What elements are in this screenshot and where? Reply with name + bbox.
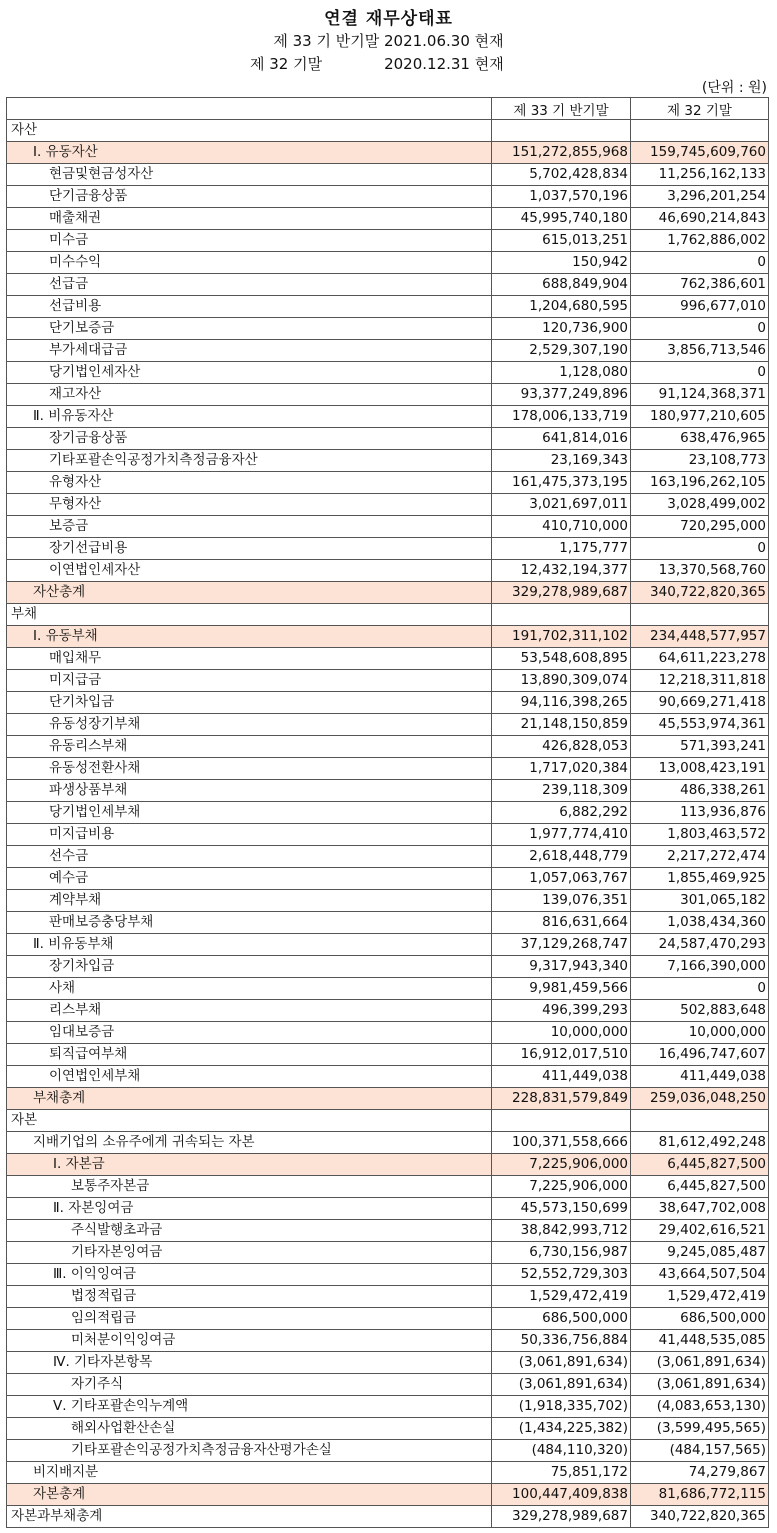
row-label: 자본 [7,1110,492,1132]
table-row [7,1440,769,1462]
prior-period-value: 259,036,048,250 [631,1088,769,1110]
row-label: Ⅰ. 유동부채 [7,626,492,648]
row-label: 부채 [7,604,492,626]
row-label: 자산총계 [7,582,492,604]
table-row [7,1066,769,1088]
current-period-value [492,1110,631,1132]
header-current-period: 제 33 기 반기말 [492,98,631,120]
row-label: 임의적립금 [7,1308,492,1330]
prior-period-date: 2020.12.31 현재 [384,55,504,73]
prior-period-value: 91,124,368,371 [631,384,769,406]
prior-period-value: 159,745,609,760 [631,142,769,164]
current-period-value: 191,702,311,102 [492,626,631,648]
current-period-value: 151,272,855,968 [492,142,631,164]
row-label: 이연법인세자산 [7,560,492,582]
prior-period-value: 29,402,616,521 [631,1220,769,1242]
current-period-value: 93,377,249,896 [492,384,631,406]
row-label: 기타자본잉여금 [7,1242,492,1264]
current-period-value: 3,021,697,011 [492,494,631,516]
prior-period-value: 16,496,747,607 [631,1044,769,1066]
prior-period-value: 23,108,773 [631,450,769,472]
current-period-value: 1,977,774,410 [492,824,631,846]
current-period-value: (3,061,891,634) [492,1352,631,1374]
prior-period-value: (3,599,495,565) [631,1418,769,1440]
row-label: Ⅰ. 유동자산 [7,142,492,164]
prior-period-value: 11,256,162,133 [631,164,769,186]
prior-period-value: 571,393,241 [631,736,769,758]
row-label: Ⅱ. 비유동부채 [7,934,492,956]
table-row [7,736,769,758]
current-period-value: 37,129,268,747 [492,934,631,956]
row-label: 당기법인세부채 [7,802,492,824]
current-period-value: 5,702,428,834 [492,164,631,186]
prior-period-value: 1,803,463,572 [631,824,769,846]
row-label: 선급비용 [7,296,492,318]
row-label: 유동성장기부채 [7,714,492,736]
table-row [7,428,769,450]
prior-period-value: 486,338,261 [631,780,769,802]
prior-period-value: 64,611,223,278 [631,648,769,670]
current-period-value: 641,814,016 [492,428,631,450]
prior-period-value: 13,008,423,191 [631,758,769,780]
prior-period-value [631,604,769,626]
table-row [7,516,769,538]
row-label: 비지배지분 [7,1462,492,1484]
row-label: 기타포괄손익공정가치측정금융자산 [7,450,492,472]
current-period-value: 1,529,472,419 [492,1286,631,1308]
current-period-value: 9,317,943,340 [492,956,631,978]
row-label: 자본과부채총계 [7,1506,492,1528]
current-period-value: 686,500,000 [492,1308,631,1330]
table-row [7,758,769,780]
row-label: 무형자산 [7,494,492,516]
prior-period-value: 74,279,867 [631,1462,769,1484]
table-row [7,538,769,560]
current-period-value: 7,225,906,000 [492,1154,631,1176]
row-label: 임대보증금 [7,1022,492,1044]
row-label: Ⅰ. 자본금 [7,1154,492,1176]
row-label: 장기금융상품 [7,428,492,450]
prior-period-value: 502,883,648 [631,1000,769,1022]
table-row [7,824,769,846]
prior-period-value: 6,445,827,500 [631,1176,769,1198]
table-row [7,1462,769,1484]
table-row [7,406,769,428]
current-period-value: 38,842,993,712 [492,1220,631,1242]
current-period-value [492,120,631,142]
prior-period-value: 3,296,201,254 [631,186,769,208]
prior-period-value: 720,295,000 [631,516,769,538]
row-label: Ⅱ. 자본잉여금 [7,1198,492,1220]
row-label: 계약부채 [7,890,492,912]
table-row [7,208,769,230]
table-row [7,978,769,1000]
row-label: 미처분이익잉여금 [7,1330,492,1352]
table-row [7,142,769,164]
table-row [7,934,769,956]
table-row [7,1506,769,1528]
prior-period-value: 996,677,010 [631,296,769,318]
current-period-value: 100,371,558,666 [492,1132,631,1154]
table-body [7,120,769,1528]
row-label: 자산 [7,120,492,142]
table-row [7,956,769,978]
table-row [7,186,769,208]
current-period-value: 53,548,608,895 [492,648,631,670]
table-row [7,648,769,670]
table-row [7,1374,769,1396]
row-label: 매입채무 [7,648,492,670]
table-row [7,1154,769,1176]
prior-period-value: 301,065,182 [631,890,769,912]
table-row [7,780,769,802]
table-row [7,318,769,340]
row-label: 미지급비용 [7,824,492,846]
table-row [7,1308,769,1330]
table-row [7,582,769,604]
row-label: Ⅳ. 기타자본항목 [7,1352,492,1374]
row-label: 선급금 [7,274,492,296]
prior-period-value: 1,855,469,925 [631,868,769,890]
balance-sheet-table [6,97,769,1528]
row-label: 선수금 [7,846,492,868]
row-label: 판매보증충당부채 [7,912,492,934]
prior-period-label: 제 32 기말 [250,55,323,73]
prior-period-value: 7,166,390,000 [631,956,769,978]
table-row [7,626,769,648]
current-period-value: 1,037,570,196 [492,186,631,208]
table-row [7,560,769,582]
table-row [7,1198,769,1220]
table-row [7,384,769,406]
prior-period-line [250,53,504,74]
table-row [7,362,769,384]
row-label: 부가세대급금 [7,340,492,362]
table-row [7,1242,769,1264]
current-period-value: 6,730,156,987 [492,1242,631,1264]
table-row [7,340,769,362]
prior-period-value: 9,245,085,487 [631,1242,769,1264]
row-label: 미수수익 [7,252,492,274]
table-row [7,1022,769,1044]
header-label-column [7,98,492,120]
prior-period-value: 163,196,262,105 [631,472,769,494]
row-label: 이연법인세부채 [7,1066,492,1088]
prior-period-value [631,120,769,142]
prior-period-value: 1,038,434,360 [631,912,769,934]
current-period-value: 2,529,307,190 [492,340,631,362]
prior-period-value: 38,647,702,008 [631,1198,769,1220]
prior-period-value: 41,448,535,085 [631,1330,769,1352]
current-period-value: 16,912,017,510 [492,1044,631,1066]
row-label: 법정적립금 [7,1286,492,1308]
current-period-value: 50,336,756,884 [492,1330,631,1352]
current-period-value: 426,828,053 [492,736,631,758]
table-row [7,1176,769,1198]
prior-period-value: 1,529,472,419 [631,1286,769,1308]
prior-period-value: 24,587,470,293 [631,934,769,956]
current-period-value: 178,006,133,719 [492,406,631,428]
prior-period-value: 638,476,965 [631,428,769,450]
table-row [7,120,769,142]
row-label: 주식발행초과금 [7,1220,492,1242]
current-period-value: 45,995,740,180 [492,208,631,230]
current-period-value: 228,831,579,849 [492,1088,631,1110]
row-label: Ⅲ. 이익잉여금 [7,1264,492,1286]
current-period-value: (1,918,335,702) [492,1396,631,1418]
prior-period-value: 0 [631,362,769,384]
prior-period-value: 0 [631,538,769,560]
header-prior-period: 제 32 기말 [631,98,769,120]
prior-period-value: 340,722,820,365 [631,582,769,604]
prior-period-value: (3,061,891,634) [631,1374,769,1396]
prior-period-value: 6,445,827,500 [631,1154,769,1176]
current-period-value: 496,399,293 [492,1000,631,1022]
row-label: Ⅴ. 기타포괄손익누계액 [7,1396,492,1418]
table-row [7,472,769,494]
prior-period-value: 686,500,000 [631,1308,769,1330]
current-period-value: 816,631,664 [492,912,631,934]
table-header-row [7,98,769,120]
table-row [7,164,769,186]
row-label: 유형자산 [7,472,492,494]
row-label: 단기차입금 [7,692,492,714]
current-period-value: 161,475,373,195 [492,472,631,494]
current-period-value: (3,061,891,634) [492,1374,631,1396]
prior-period-value: 0 [631,318,769,340]
current-period-value: 75,851,172 [492,1462,631,1484]
current-period-value: 1,175,777 [492,538,631,560]
current-period-value: 13,890,309,074 [492,670,631,692]
row-label: 단기보증금 [7,318,492,340]
prior-period-value: 113,936,876 [631,802,769,824]
row-label: 장기차입금 [7,956,492,978]
prior-period-value [631,1110,769,1132]
row-label: 리스부채 [7,1000,492,1022]
prior-period-value: 1,762,886,002 [631,230,769,252]
unit-note: (단위 : 원) [701,80,767,96]
row-label: 매출채권 [7,208,492,230]
current-period-value: 94,116,398,265 [492,692,631,714]
current-period-value: (484,110,320) [492,1440,631,1462]
row-label: 해외사업환산손실 [7,1418,492,1440]
current-period-value: 329,278,989,687 [492,1506,631,1528]
current-period-value: (1,434,225,382) [492,1418,631,1440]
table-row [7,1044,769,1066]
current-period-value: 411,449,038 [492,1066,631,1088]
table-row [7,1396,769,1418]
table-row [7,1088,769,1110]
table-row [7,1264,769,1286]
current-period-value: 21,148,150,859 [492,714,631,736]
current-period-value: 120,736,900 [492,318,631,340]
current-period-value: 12,432,194,377 [492,560,631,582]
row-label: 단기금융상품 [7,186,492,208]
row-label: 유동리스부채 [7,736,492,758]
current-period-line: 제 33 기 반기말 2021.06.30 현재 [273,32,504,50]
prior-period-value: 3,028,499,002 [631,494,769,516]
table-row [7,230,769,252]
row-label: 사채 [7,978,492,1000]
table-row [7,802,769,824]
prior-period-value: 762,386,601 [631,274,769,296]
table-row [7,1352,769,1374]
row-label: 예수금 [7,868,492,890]
current-period-value: 1,204,680,595 [492,296,631,318]
prior-period-value: 10,000,000 [631,1022,769,1044]
current-period-value: 615,013,251 [492,230,631,252]
prior-period-value: 45,553,974,361 [631,714,769,736]
table-row [7,1000,769,1022]
current-period-value: 1,128,080 [492,362,631,384]
current-period-value: 688,849,904 [492,274,631,296]
current-period-value: 239,118,309 [492,780,631,802]
row-label: 미지급금 [7,670,492,692]
prior-period-value: 81,686,772,115 [631,1484,769,1506]
statement-title: 연결 재무상태표 [324,9,453,29]
prior-period-value: 12,218,311,818 [631,670,769,692]
row-label: 현금및현금성자산 [7,164,492,186]
table-row [7,296,769,318]
row-label: 재고자산 [7,384,492,406]
table-row [7,604,769,626]
row-label: 미수금 [7,230,492,252]
row-label: 지배기업의 소유주에게 귀속되는 자본 [7,1132,492,1154]
row-label: 보증금 [7,516,492,538]
prior-period-value: 411,449,038 [631,1066,769,1088]
prior-period-value: 90,669,271,418 [631,692,769,714]
prior-period-value: 46,690,214,843 [631,208,769,230]
current-period-value: 6,882,292 [492,802,631,824]
table-row [7,450,769,472]
prior-period-value: 81,612,492,248 [631,1132,769,1154]
prior-period-value: 13,370,568,760 [631,560,769,582]
row-label: 자본총계 [7,1484,492,1506]
current-period-value: 10,000,000 [492,1022,631,1044]
current-period-value: 45,573,150,699 [492,1198,631,1220]
table-row [7,274,769,296]
table-row [7,912,769,934]
table-row [7,1220,769,1242]
current-period-value: 139,076,351 [492,890,631,912]
current-period-value: 52,552,729,303 [492,1264,631,1286]
current-period-value: 2,618,448,779 [492,846,631,868]
current-period-value: 100,447,409,838 [492,1484,631,1506]
table-row [7,670,769,692]
prior-period-value: 234,448,577,957 [631,626,769,648]
table-row [7,494,769,516]
prior-period-value: 0 [631,978,769,1000]
row-label: 자기주식 [7,1374,492,1396]
row-label: 보통주자본금 [7,1176,492,1198]
table-row [7,1418,769,1440]
table-row [7,1132,769,1154]
table-row [7,868,769,890]
table-row [7,1110,769,1132]
current-period-value: 7,225,906,000 [492,1176,631,1198]
row-label: Ⅱ. 비유동자산 [7,406,492,428]
table-row [7,692,769,714]
prior-period-value: 2,217,272,474 [631,846,769,868]
current-period-value: 23,169,343 [492,450,631,472]
table-row [7,252,769,274]
row-label: 당기법인세자산 [7,362,492,384]
current-period-value: 329,278,989,687 [492,582,631,604]
row-label: 파생상품부채 [7,780,492,802]
prior-period-value: (4,083,653,130) [631,1396,769,1418]
prior-period-value: 340,722,820,365 [631,1506,769,1528]
table-row [7,846,769,868]
row-label: 유동성전환사채 [7,758,492,780]
row-label: 부채총계 [7,1088,492,1110]
current-period-value: 9,981,459,566 [492,978,631,1000]
table-row [7,1484,769,1506]
prior-period-value: 0 [631,252,769,274]
row-label: 퇴직급여부채 [7,1044,492,1066]
prior-period-value: 3,856,713,546 [631,340,769,362]
prior-period-value: 180,977,210,605 [631,406,769,428]
table-row [7,1330,769,1352]
prior-period-value: 43,664,507,504 [631,1264,769,1286]
table-row [7,714,769,736]
current-period-value: 1,057,063,767 [492,868,631,890]
prior-period-value: (484,157,565) [631,1440,769,1462]
table-row [7,1286,769,1308]
current-period-value [492,604,631,626]
current-period-value: 410,710,000 [492,516,631,538]
table-row [7,890,769,912]
current-period-value: 1,717,020,384 [492,758,631,780]
row-label: 기타포괄손익공정가치측정금융자산평가손실 [7,1440,492,1462]
current-period-value: 150,942 [492,252,631,274]
prior-period-value: (3,061,891,634) [631,1352,769,1374]
row-label: 장기선급비용 [7,538,492,560]
